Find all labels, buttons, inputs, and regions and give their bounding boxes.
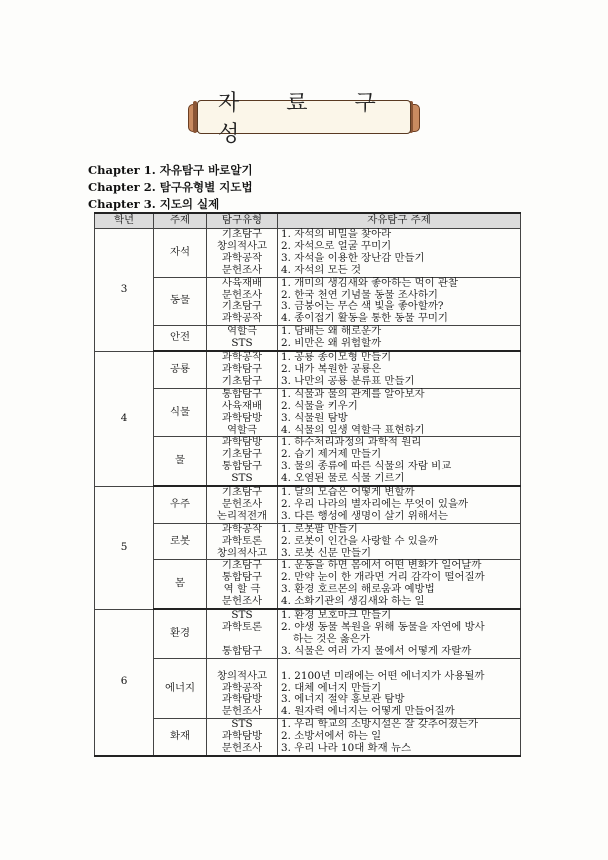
type-line: 문헌조사 — [221, 595, 263, 608]
table-row — [95, 523, 521, 560]
table-row — [95, 351, 521, 388]
type-line: 문헌조사 — [221, 288, 263, 301]
topic-line: 하는 것은 옳은가 — [293, 632, 370, 645]
type-cell — [207, 658, 278, 719]
topic-cell — [278, 486, 521, 523]
type-cell — [207, 388, 278, 437]
topic-line: 2. 우리 나라의 별자리에는 무엇이 있을까 — [281, 497, 469, 510]
subject-cell: 화재 — [154, 719, 207, 756]
type-cell — [207, 609, 278, 658]
topic-line: 2. 만약 눈이 한 개라면 거리 감각이 떨어질까 — [281, 571, 485, 584]
type-cell — [207, 719, 278, 756]
chapter-item: Chapter 1. 자유탐구 바로알기 — [88, 163, 253, 177]
type-line: 문헌조사 — [221, 497, 263, 510]
topic-line: 2. 대체 에너지 만들기 — [281, 681, 382, 694]
topic-line: 3. 다른 행성에 생명이 살기 위해서는 — [281, 509, 448, 522]
table-row — [95, 437, 521, 486]
type-line: 과학탐구 — [221, 362, 263, 375]
table-row — [95, 326, 521, 351]
type-line: 역 할 극 — [223, 583, 261, 596]
subject-cell: 몸 — [154, 560, 207, 609]
type-line: 과학공작 — [221, 251, 263, 264]
type-line: 기초탐구 — [221, 559, 263, 572]
topic-line: 1. 자석의 비밀을 찾아라 — [281, 228, 392, 240]
topic-line: 2. 로봇이 인간을 사랑할 수 있을까 — [281, 534, 438, 547]
topic-line: 3. 환경 호르몬의 해로움과 예방법 — [281, 583, 435, 596]
topic-cell — [278, 560, 521, 609]
type-line: 과학탐방 — [221, 730, 263, 743]
type-cell — [207, 229, 278, 278]
topic-line: 4. 자석의 모든 것 — [281, 263, 362, 276]
type-cell — [207, 437, 278, 486]
topic-line: 4. 원자력 에너지는 어떻게 만들어질까 — [281, 705, 455, 718]
title-paper — [197, 91, 411, 147]
table-row — [95, 609, 521, 658]
topic-line: 3. 식물은 여러 가지 물에서 어떻게 자랄까 — [281, 644, 472, 657]
subject-cell: 에너지 — [154, 658, 207, 719]
topic-line: 1. 개미의 생김새와 좋아하는 먹이 관찰 — [281, 276, 458, 289]
topic-line: 1. 로봇팔 만들기 — [281, 522, 358, 535]
subject-cell: 우주 — [154, 486, 207, 523]
type-line: 기초탐구 — [221, 486, 263, 499]
topic-line: 3. 금붕어는 무슨 색 빛을 좋아할까? — [281, 300, 444, 313]
topic-line: 1. 우리 학교의 소방시설은 잘 갖추어졌는가 — [281, 718, 479, 731]
type-line: 통합탐구 — [221, 644, 263, 657]
type-line: STS — [231, 472, 253, 485]
topic-cell — [278, 719, 521, 756]
topic-line: 2. 야생 동물 복원을 위해 동물을 자연에 방사 — [281, 621, 485, 633]
topic-line: 1. 하수처리과정의 과학적 원리 — [281, 436, 422, 449]
topic-line: 1. 담배는 왜 해로운가 — [281, 325, 382, 338]
table-header-row — [95, 213, 521, 229]
header-topic: 자유탐구 주제 — [278, 213, 521, 229]
topic-line: 1. 환경 보호마크 만들기 — [281, 609, 392, 622]
topic-cell — [278, 388, 521, 437]
type-cell — [207, 523, 278, 560]
type-line: 과학토론 — [221, 621, 263, 633]
type-line: 문헌조사 — [221, 705, 263, 718]
topic-line: 2. 한국 천연 기념물 동물 조사하기 — [281, 288, 438, 301]
type-line: 과학토론 — [221, 534, 263, 547]
topic-line: 1. 달의 모습은 어떻게 변할까 — [281, 486, 415, 499]
topic-cell — [278, 658, 521, 719]
topic-line: 2. 자석으로 얼굴 꾸미기 — [281, 239, 392, 252]
topic-line: 2. 습기 제거제 만들기 — [281, 448, 382, 461]
topic-cell — [278, 326, 521, 351]
type-cell — [207, 326, 278, 351]
topic-line: 3. 나만의 공룡 분류표 만들기 — [281, 374, 415, 387]
topic-line: 1. 운동을 하면 몸에서 어떤 변화가 일어날까 — [281, 559, 482, 572]
topic-line: 3. 자석을 이용한 장난감 만들기 — [281, 251, 425, 264]
type-line: STS — [231, 718, 253, 731]
table-row — [95, 277, 521, 326]
topic-line: 4. 식물의 일생 역할극 표현하기 — [281, 423, 425, 436]
table-row — [95, 486, 521, 523]
subject-cell: 공룡 — [154, 351, 207, 388]
topic-cell — [278, 229, 521, 278]
type-line: 역할극 — [226, 325, 258, 338]
topic-cell — [278, 523, 521, 560]
subject-cell: 환경 — [154, 609, 207, 658]
topic-line: 3. 로봇 신문 만들기 — [281, 546, 372, 559]
type-line: 과학공작 — [221, 681, 263, 694]
table-row — [95, 229, 521, 278]
topic-line: 4. 소화기관의 생김새와 하는 일 — [281, 595, 425, 608]
type-line: 기초탐구 — [221, 300, 263, 313]
type-cell — [207, 560, 278, 609]
topic-cell — [278, 609, 521, 658]
topic-line: 4. 오염된 물로 식물 기르기 — [281, 472, 405, 485]
type-line: 사육재배 — [221, 399, 263, 412]
type-line: 통합탐구 — [221, 571, 263, 584]
type-cell — [207, 486, 278, 523]
type-line: 과학탐방 — [221, 436, 263, 449]
topic-line: 1. 공룡 종이모형 만들기 — [281, 351, 392, 364]
grade-cell: 3 — [95, 229, 154, 352]
type-line: 사육재배 — [221, 276, 263, 289]
topic-line: 3. 식물원 탐방 — [281, 411, 348, 424]
topic-cell — [278, 277, 521, 326]
type-line: 창의적사고 — [216, 239, 268, 252]
chapter-list — [88, 162, 253, 213]
type-line: 문헌조사 — [221, 742, 263, 755]
type-line: 문헌조사 — [221, 263, 263, 276]
type-line: 통합탐구 — [221, 460, 263, 473]
type-line: 기초탐구 — [221, 448, 263, 461]
subject-cell: 로봇 — [154, 523, 207, 560]
subject-cell: 자석 — [154, 229, 207, 278]
type-line: 역할극 — [226, 423, 258, 436]
topic-cell — [278, 351, 521, 388]
chapter-item: Chapter 2. 탐구유형별 지도법 — [88, 180, 253, 194]
table-body — [95, 229, 521, 756]
topic-line: 2. 소방서에서 하는 일 — [281, 730, 382, 743]
topic-line: 3. 에너지 절약 홍보관 탐방 — [281, 693, 405, 706]
type-line: 기초탐구 — [221, 228, 263, 240]
table-row — [95, 388, 521, 437]
topic-cell — [278, 437, 521, 486]
page-title: 자 료 구 성 — [218, 91, 396, 147]
type-line — [207, 634, 277, 646]
type-line: 과학탐방 — [221, 693, 263, 706]
topic-line — [281, 659, 520, 671]
header-grade: 학년 — [95, 213, 154, 229]
table-row — [95, 719, 521, 756]
subject-cell: 식물 — [154, 388, 207, 437]
topic-line: 1. 2100년 미래에는 어떤 에너지가 사용될까 — [281, 669, 485, 682]
topic-line: 3. 우리 나라 10대 화재 뉴스 — [281, 742, 411, 755]
grade-cell: 6 — [95, 609, 154, 756]
type-line: 창의적사고 — [216, 669, 268, 682]
type-line — [207, 659, 277, 671]
type-line: 통합탐구 — [221, 387, 263, 400]
subject-cell: 안전 — [154, 326, 207, 351]
topic-line: 4. 종이접기 활동을 통한 동물 꾸미기 — [281, 312, 448, 325]
topic-line: 2. 비만은 왜 위험할까 — [281, 337, 382, 350]
type-line: 과학공작 — [221, 312, 263, 325]
table-row — [95, 658, 521, 719]
type-line: 창의적사고 — [216, 546, 268, 559]
topic-line: 3. 물의 종류에 따른 식물의 자람 비교 — [281, 460, 452, 473]
type-line: 논리적전개 — [216, 509, 268, 522]
grade-cell: 4 — [95, 351, 154, 486]
topic-table — [94, 212, 521, 757]
title-banner — [188, 91, 420, 147]
type-line: STS — [231, 609, 253, 622]
topic-line: 2. 식물을 키우기 — [281, 399, 358, 412]
subject-cell: 동물 — [154, 277, 207, 326]
type-line: 기초탐구 — [221, 374, 263, 387]
topic-line: 2. 내가 복원한 공룡은 — [281, 362, 382, 375]
type-line: 과학공작 — [221, 522, 263, 535]
type-line: 과학탐방 — [221, 411, 263, 424]
topic-line: 1. 식물과 물의 관계를 알아보자 — [281, 387, 425, 400]
type-line: STS — [231, 337, 253, 350]
header-subject: 주제 — [154, 213, 207, 229]
table-row — [95, 560, 521, 609]
header-type: 탐구유형 — [207, 213, 278, 229]
type-cell — [207, 351, 278, 388]
grade-cell: 5 — [95, 486, 154, 609]
type-cell — [207, 277, 278, 326]
subject-cell: 물 — [154, 437, 207, 486]
type-line: 과학공작 — [221, 351, 263, 364]
chapter-item: Chapter 3. 지도의 실제 — [88, 197, 220, 211]
